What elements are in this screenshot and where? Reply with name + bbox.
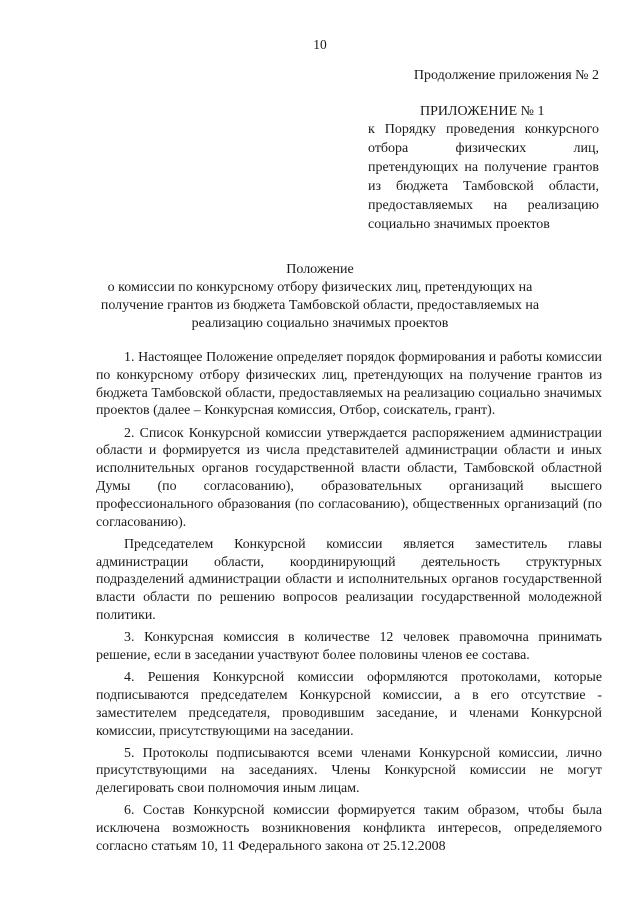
appendix-title: ПРИЛОЖЕНИЕ № 1 [420, 104, 545, 119]
paragraph-6: 6. Состав Конкурсной комиссии формируется таким образом, чтобы была исключена возможность возникновения конфликта интересов, определяемого согласно статьям 10, 11 Федерального закона от 25.12.2008 [96, 803, 602, 855]
appendix-body: к Порядку проведения конкурсного отбора физических лиц, претендующих на получение грантов из бюджета Тамбовской области, предоставляемых на реализацию социально значимых проектов [368, 122, 599, 232]
document-title: Положение [286, 262, 354, 277]
paragraph-4: 4. Решения Конкурсной комиссии оформляются протоколами, которые подписываются председателем Конкурсной комиссии, а в его отсутствие - заместителем председателя, проводившим заседание, и членами Конкурсной комиссии, присутствующими на заседании. [96, 670, 602, 739]
paragraph-chairman: Председателем Конкурсной комиссии является заместитель главы администрации области, координирующий деятельность структурных подразделений администрации области и исполнительных органов государственной власти области по решению вопросов реализации государственной молодежной политики. [96, 536, 602, 623]
continuation-note: Продолжение приложения № 2 [413, 68, 599, 83]
paragraph-1: 1. Настоящее Положение определяет порядок формирования и работы комиссии по конкурсному отбору физических лиц, претендующих на получение грантов из бюджета Тамбовской области, предоставляемых на реализацию социально значимых проектов (далее – Конкурсная комиссия, Отбор, соискатель, грант). [96, 350, 602, 419]
paragraph-2: 2. Список Конкурсной комиссии утверждается распоряжением администрации области и формируется из числа представителей администрации области и иных исполнительных органов государственной власти области, Тамбовской областной Думы (по согласованию), образовательных организаций высшего профессионального образования (по согласованию), общественных организаций (по согласованию). [96, 425, 602, 530]
page-number: 10 [313, 37, 327, 52]
paragraph-3: 3. Конкурсная комиссия в количестве 12 человек правомочна принимать решение, если в заседании участвуют более половины членов ее состава. [96, 630, 602, 663]
document-subtitle: о комиссии по конкурсному отбору физических лиц, претендующих на получение грантов из бюджета Тамбовской области, предоставляемых на реализацию социально значимых проектов [100, 280, 540, 331]
paragraph-5: 5. Протоколы подписываются всеми членами Конкурсной комиссии, лично присутствующими на заседаниях. Члены Конкурсной комиссии не могут делегировать свои полномочия иным лицам. [96, 745, 602, 797]
document-body [96, 349, 602, 860]
